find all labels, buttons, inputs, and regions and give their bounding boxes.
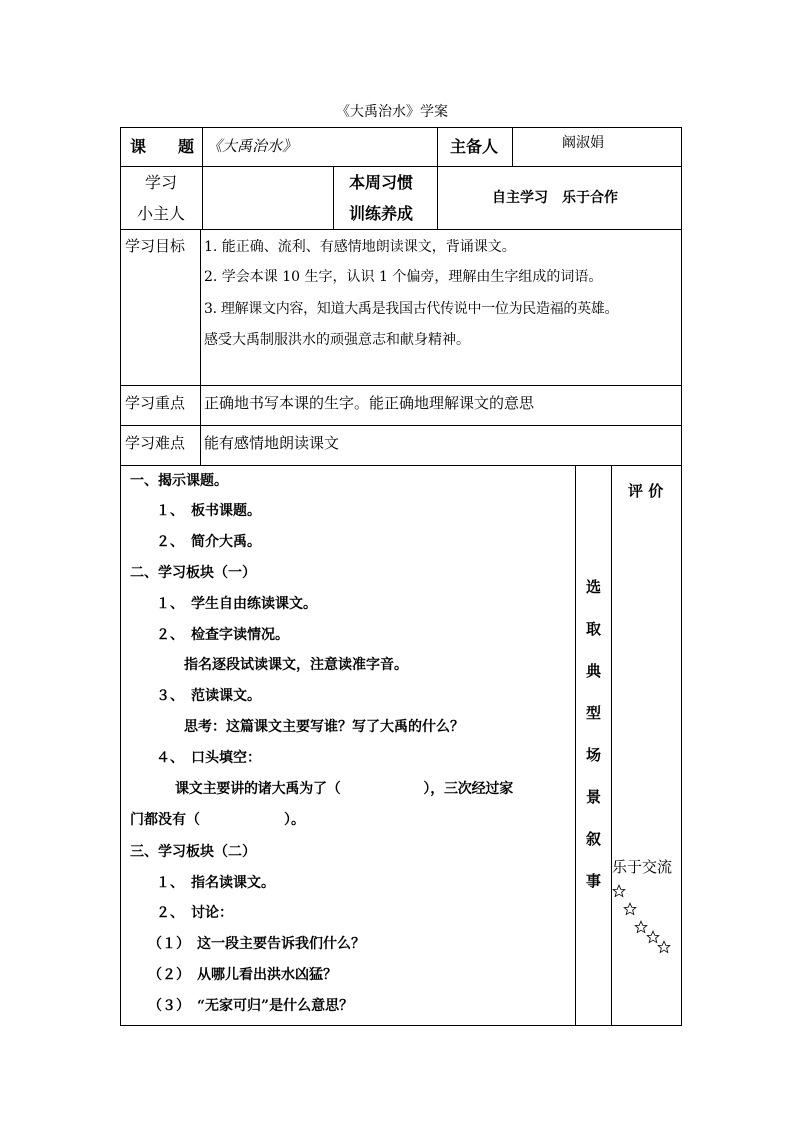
goals-label: 学习目标 (125, 237, 186, 255)
process-line: （３） “无家可归”是什么意思？ (148, 998, 354, 1014)
side-char: 事 (586, 872, 602, 890)
topic-label: 课 题 (130, 137, 195, 156)
side-char: 型 (586, 704, 602, 722)
host-label-line1: 学习 (145, 173, 178, 192)
evaluation-note: 乐于交流 (612, 858, 673, 876)
process-line: （１） 这一段主要告诉我们什么？ (148, 936, 365, 952)
process-line: 指名逐段试读课文，注意读准字音。 (184, 657, 408, 673)
host-label-line2: 小主人 (137, 204, 186, 223)
side-char: 景 (586, 788, 602, 806)
process-line: （２） 从哪儿看出洪水凶猛？ (148, 967, 337, 983)
process-line: ４、 口头填空： (156, 750, 261, 766)
process-line: １、 学生自由练读课文。 (156, 596, 317, 612)
side-char: 选 (586, 578, 602, 596)
process-line: １、 指名读课文。 (156, 875, 275, 891)
habit-label-line2: 训练养成 (349, 204, 414, 223)
process-line: １、 板书课题。 (156, 503, 261, 519)
habit-value: 自主学习 乐于合作 (492, 190, 618, 206)
page-title: 《大禹治水》学案 (336, 104, 448, 120)
preparer-label: 主备人 (450, 137, 499, 156)
star-icon (612, 884, 626, 898)
process-line: ２、 检查字读情况。 (156, 627, 289, 643)
difficulties-label: 学习难点 (125, 434, 186, 452)
goal-item: 2. 学会本课 10 生字，认识 1 个偏旁，理解由生字组成的词语。 (204, 269, 603, 285)
habit-label-line1: 本周习惯 (349, 173, 414, 192)
process-line: 课文主要讲的诸大禹为了（ ），三次经过家 (175, 781, 513, 797)
process-line: 一、揭示课题。 (130, 473, 228, 489)
process-line: ３、 范读课文。 (156, 688, 261, 704)
topic-value: 《大禹治水》 (207, 137, 298, 155)
preparer-value: 阚淑娟 (562, 135, 604, 151)
process-line: 门都没有（ ）。 (130, 812, 305, 828)
side-char: 场 (586, 746, 602, 764)
process-line: 二、学习板块（一） (130, 565, 256, 581)
goal-item: 3. 理解课文内容，知道大禹是我国古代传说中一位为民造福的英雄。 (204, 301, 619, 317)
goal-item: 1. 能正确、流利、有感情地朗读课文，背诵课文。 (204, 239, 516, 255)
star-icon (623, 902, 637, 916)
key-points-value: 正确地书写本课的生字。能正确地理解课文的意思 (204, 394, 535, 412)
difficulties-value: 能有感情地朗读课文 (204, 434, 340, 452)
star-icon (657, 940, 671, 954)
process-line: 思考：这篇课文主要写谁？写了大禹的什么？ (184, 719, 464, 735)
goal-item: 感受大禹制服洪水的顽强意志和献身精神。 (204, 332, 470, 348)
evaluation-label: 评 价 (628, 482, 664, 500)
side-char: 叙 (586, 830, 602, 848)
side-char: 典 (586, 662, 602, 680)
side-char: 取 (586, 620, 602, 638)
process-line: 三、学习板块（二） (130, 844, 256, 860)
process-line: ２、 讨论： (156, 905, 233, 921)
process-line: ２、 简介大禹。 (156, 534, 261, 550)
key-points-label: 学习重点 (125, 394, 186, 412)
